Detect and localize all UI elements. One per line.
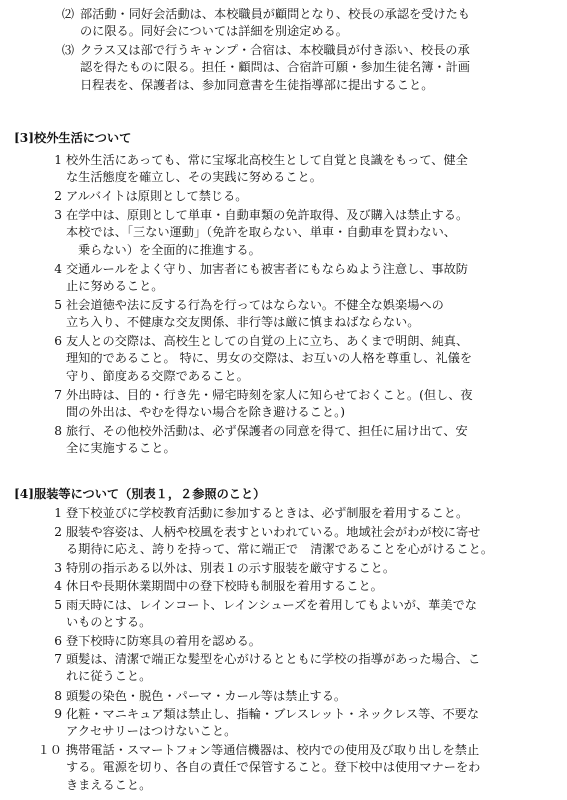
section4-item-5 xyxy=(54,597,561,632)
item-text-line: 止に努めること。 xyxy=(66,279,164,294)
list-item-3 xyxy=(61,42,560,94)
item-text-line: 認を得たものに限る。担任・顧問は、合宿許可願・参加生徒名簿・計画 xyxy=(80,60,470,75)
item-text-line: 雨天時には、レインコート、レインシューズを着用してもよいが、華美でな xyxy=(66,598,477,612)
section-heading-4: [4]服装等について（別表１，２参照のこと） xyxy=(14,487,266,501)
item-number: 1 xyxy=(54,153,62,167)
item-text-line: 在学中は、原則として単車・自動車類の免許取得、及び購入は禁止する。 xyxy=(66,208,469,222)
item-text-line: 携帯電話・スマートフォン等通信機器は、校内での使用及び取り出しを禁止 xyxy=(66,743,480,757)
item-text-line: 休日や長期休業期間中の登下校時も制服を着用すること。 xyxy=(66,579,383,593)
item-text-line: する。電源を切り、各自の責任で保管すること。登下校中は使用マナーをわ xyxy=(66,760,481,775)
item-text-line: 間の外出は、やむを得ない場合を除き避けること。) xyxy=(66,405,345,420)
item-text-line: 友人との交際は、高校生としての自覚の上に立ち、あくまで明朗、純真、 xyxy=(66,334,469,348)
item-text-line: れに従うこと。 xyxy=(66,669,152,684)
section4-item-4 xyxy=(54,578,561,595)
item-number: 2 xyxy=(54,189,62,203)
item-number: ⑶ xyxy=(61,43,74,57)
section4-item-7 xyxy=(54,651,561,686)
item-text-line: 化粧・マニキュア類は禁止し、指輪・ブレスレット・ネックレス等、不要な xyxy=(66,707,480,721)
item-text-line: アルバイトは原則として禁じる。 xyxy=(66,189,248,203)
item-number: 5 xyxy=(54,298,62,312)
item-number: 4 xyxy=(54,262,62,276)
section3-item-6 xyxy=(54,333,561,385)
section4-item-1 xyxy=(54,505,561,522)
item-number: 7 xyxy=(54,388,62,402)
item-text-line: 全に実施すること。 xyxy=(66,441,176,456)
item-text-line: 本校では、「三ない運動」（免許を取らない、単車・自動車を買わない、 xyxy=(66,225,456,240)
section4-item-3 xyxy=(54,560,561,577)
item-text-line: のに限る。同好会については詳細を別途定める。 xyxy=(80,24,348,39)
item-text-line: 校外生活にあっても、常に宝塚北高校生として自覚と良識をもって、健全 xyxy=(66,153,468,167)
item-number: 3 xyxy=(54,208,62,222)
item-text-line: 交通ルールをよく守り、加害者にも被害者にもならぬよう注意し、事故防 xyxy=(66,262,468,276)
item-text-line: 外出時は、目的・行き先・帰宅時刻を家人に知らせておくこと。(但し、夜 xyxy=(66,388,473,402)
item-text-line: きまえること。 xyxy=(66,777,152,792)
item-text-line: る期待に応え、誇りを持って、常に端正で 清潔であることを心がけること。 xyxy=(66,542,494,557)
item-number: 4 xyxy=(54,579,62,593)
section-heading-3: [3]校外生活について xyxy=(14,131,132,145)
section3-item-4 xyxy=(54,261,561,296)
item-number: 9 xyxy=(54,707,62,721)
item-text-line: 日程表を、保護者は、参加同意書を生徒指導部に提出すること。 xyxy=(80,77,434,92)
item-number: 6 xyxy=(54,334,62,348)
item-text-line: 乗らない）を全面的に推進する。 xyxy=(78,242,261,257)
list-item-2 xyxy=(61,6,560,41)
item-text-line: 社会道徳や法に反する行為を行ってはならない。不健全な娯楽場への xyxy=(66,298,444,312)
item-text-line: アクセサリーはつけないこと。 xyxy=(66,724,237,739)
section4-item-8 xyxy=(54,688,561,705)
section4-item-10 xyxy=(37,742,561,794)
section3-item-5 xyxy=(54,297,561,332)
section4-item-6 xyxy=(54,633,561,650)
item-text-line: クラス又は部で行うキャンプ・合宿は、本校職員が付き添い、校長の承 xyxy=(80,43,470,57)
item-number: 8 xyxy=(54,424,62,438)
item-number: 6 xyxy=(54,634,62,648)
section3-item-3 xyxy=(54,207,561,259)
item-text-line: 頭髪は、清潔で端正な髪型を心がけるとともに学校の指導があった場合、こ xyxy=(66,652,481,666)
section3-item-8 xyxy=(54,423,561,458)
item-text-line: 登下校時に防寒具の着用を認める。 xyxy=(66,634,261,648)
item-number: 1 xyxy=(54,506,62,520)
item-number: 2 xyxy=(54,525,62,539)
item-text-line: いものとする。 xyxy=(66,615,152,630)
section4-item-2 xyxy=(54,524,561,559)
item-text-line: 旅行、その他校外活動は、必ず保護者の同意を得て、担任に届け出て、安 xyxy=(66,424,468,438)
item-text-line: 登下校並びに学校教育活動に参加するときは、必ず制服を着用すること。 xyxy=(66,506,469,520)
item-number: 3 xyxy=(54,561,62,575)
section4-item-9 xyxy=(54,706,561,741)
item-text-line: 服装や容姿は、人柄や校風を表すといわれている。地域社会がわが校に寄せ xyxy=(66,525,481,539)
item-number: 7 xyxy=(54,652,62,666)
item-number: ⑵ xyxy=(61,7,74,21)
item-text-line: 特別の指示ある以外は、別表１の示す服装を厳守すること。 xyxy=(66,561,396,575)
item-text-line: な生活態度を確立し、その実践に努めること。 xyxy=(66,170,322,185)
item-number: １０ xyxy=(37,743,62,757)
section3-item-7 xyxy=(54,387,561,422)
item-number: 5 xyxy=(54,598,62,612)
item-text-line: 頭髪の染色・脱色・パーマ・カール等は禁止する。 xyxy=(66,689,347,703)
section3-item-1 xyxy=(54,152,561,187)
item-text-line: 理知的であること。 特に、男女の交際は、お互いの人格を尊重し、礼儀を xyxy=(66,351,473,366)
section3-item-2 xyxy=(54,188,561,205)
item-text-line: 部活動・同好会活動は、本校職員が顧問となり、校長の承認を受けたも xyxy=(80,7,470,21)
item-number: 8 xyxy=(54,689,62,703)
item-text-line: 守り、節度ある交際であること。 xyxy=(66,368,249,383)
item-text-line: 立ち入り、不健康な交友関係、非行等は厳に慎まねばならない。 xyxy=(66,315,420,330)
